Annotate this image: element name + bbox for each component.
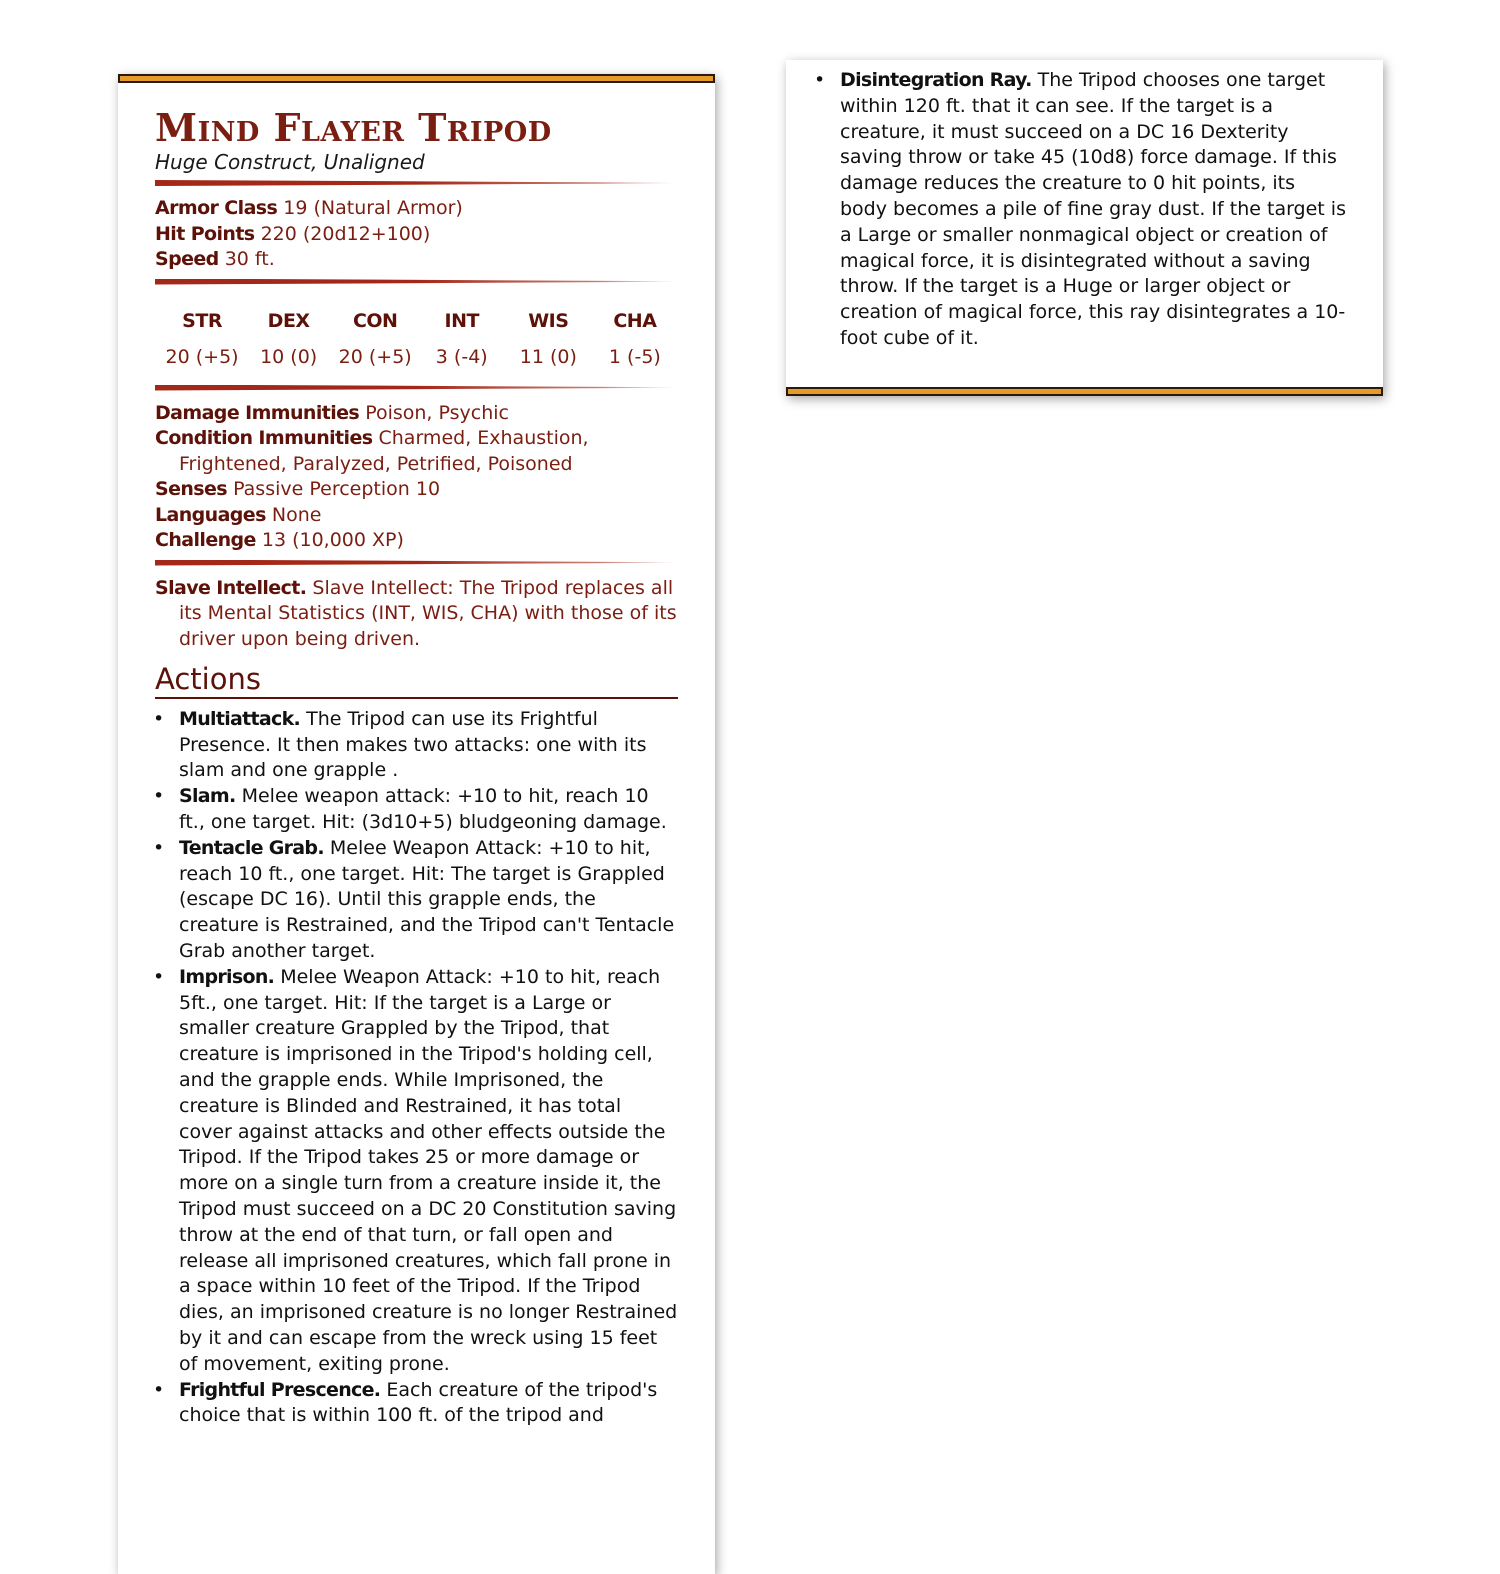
statblock-continued-content [816,68,1346,352]
armor-class [155,196,678,222]
ability-label: DEX [267,309,310,332]
divider [155,279,678,285]
ability-con [332,303,418,375]
ability-label: STR [182,309,222,332]
ability-label: CON [352,309,398,332]
damage-immunities [155,401,678,427]
detail-label: Senses [155,478,228,500]
trait-text: Slave Intellect: The Tripod replaces all its Mental Statistics (INT, WIS, CHA) with those of its driver upon being driven. [179,576,677,651]
hit-points-value: 220 (20d12+100) [260,222,431,245]
actions-list-continued [816,68,1346,352]
senses [155,477,678,503]
statblock-page-left [118,74,715,1574]
bottom-accent-bar [786,387,1383,396]
action-multiattack [155,707,678,784]
ability-label: WIS [528,309,569,332]
divider [155,560,678,566]
action-text: Each creature of the tripod's choice that is within 100 ft. of the tripod and [179,1378,658,1427]
action-slam [155,784,678,836]
detail-label: Languages [155,503,266,526]
detail-value: Passive Perception 10 [233,478,441,500]
ability-value: 3 (-4) [435,345,488,368]
detail-label: Condition Immunities [155,427,373,449]
action-name: Imprison. [179,965,275,988]
detail-value: Poison, Psychic [365,401,509,424]
action-text: Melee Weapon Attack: +10 to hit, reach 5ft., one target. Hit: If the target is a Large or smaller creature Grappled by the Tripod, that creature is imprisoned in the Tripod's holding cell, and the grapple ends. While Imprisoned, the creature is Blinded and Restrained, it has total cover against attacks and other effects outside the Tripod. If the Tripod takes 25 or more damage or more on a single turn from a creature inside it, the Tripod must succeed on a DC 20 Constitution saving throw at the end of that turn, or fall open and release all imprisoned creatures, which fall prone in a space within 10 feet of the Tripod. If the Tripod dies, an imprisoned creature is no longer Restrained by it and can escape from the wreck using 15 feet of movement, exiting prone. [179,965,678,1375]
detail-value: Charmed, Exhaustion, Frightened, Paralyzed, Petrified, Poisoned [179,427,589,475]
ability-label: INT [444,309,479,332]
ability-dex [246,303,332,375]
ability-wis [505,303,591,375]
challenge [155,528,678,554]
actions-list [155,707,678,1429]
speed [155,247,678,273]
creature-name: Mind Flayer Tripod [155,105,552,150]
action-text: The Tripod chooses one target within 120 ft. that it can see. If the target is a creature, it must succeed on a DC 16 Dexterity saving throw or take 45 (10d8) force damage. If this damage reduces the creature to 0 hit points, its body becomes a pile of fine gray dust. If the target is a Large or smaller nonmagical object or creation of magical force, it is disintegrated without a saving throw. If the target is a Huge or larger object or creation of magical force, this ray disintegrates a 10-foot cube of it. [840,69,1346,349]
armor-class-label: Armor Class [155,197,278,219]
ability-value: 20 (+5) [338,345,412,368]
action-tentacle-grab [155,836,678,965]
action-frightful-presence [155,1378,678,1430]
action-text: Melee weapon attack: +10 to hit, reach 10 ft., one target. Hit: (3d10+5) bludgeoning damage. [179,785,667,834]
detail-value: None [271,503,322,526]
ability-value: 11 (0) [519,345,577,368]
armor-class-value: 19 (Natural Armor) [283,197,463,219]
ability-int [419,303,505,375]
ability-label: CHA [613,309,657,332]
action-imprison [155,965,678,1378]
ability-value: 10 (0) [260,345,318,368]
action-name: Disintegration Ray. [840,69,1032,91]
action-text: Melee Weapon Attack: +10 to hit, reach 10 ft., one target. Hit: The target is Grappled (escape DC 16). Until this grapple ends, the creature is Restrained, and the Tripod can't Tentacle Grab another target. [179,836,675,963]
condition-immunities [155,426,678,477]
action-name: Tentacle Grab. [179,836,324,859]
core-stats [155,196,678,273]
ability-value: 20 (+5) [165,345,239,368]
languages [155,503,678,529]
actions-heading: Actions [155,661,678,699]
action-name: Slam. [179,785,236,808]
trait-name: Slave Intellect. [155,576,307,599]
ability-value: 1 (-5) [608,345,661,368]
details [155,401,678,554]
trait-slave-intellect [155,576,678,653]
divider [155,385,678,391]
detail-label: Damage Immunities [155,401,360,424]
statblock-content [155,106,678,1429]
ability-cha [592,303,678,375]
action-name: Multiattack. [179,707,301,730]
action-disintegration-ray [816,68,1346,352]
creature-type: Huge Construct, Unaligned [155,150,425,174]
speed-value: 30 ft. [224,248,275,270]
ability-scores [155,295,678,379]
action-name: Frightful Prescence. [179,1378,381,1401]
statblock-page-right [786,60,1383,396]
speed-label: Speed [155,248,219,270]
action-text: The Tripod can use its Frightful Presence. It then makes two attacks: one with its slam and one grapple . [179,707,647,782]
hit-points [155,222,678,248]
ability-str [159,303,245,375]
detail-value: 13 (10,000 XP) [261,529,404,551]
detail-label: Challenge [155,529,256,551]
divider [155,180,678,186]
hit-points-label: Hit Points [155,222,255,245]
top-accent-bar [118,74,715,83]
